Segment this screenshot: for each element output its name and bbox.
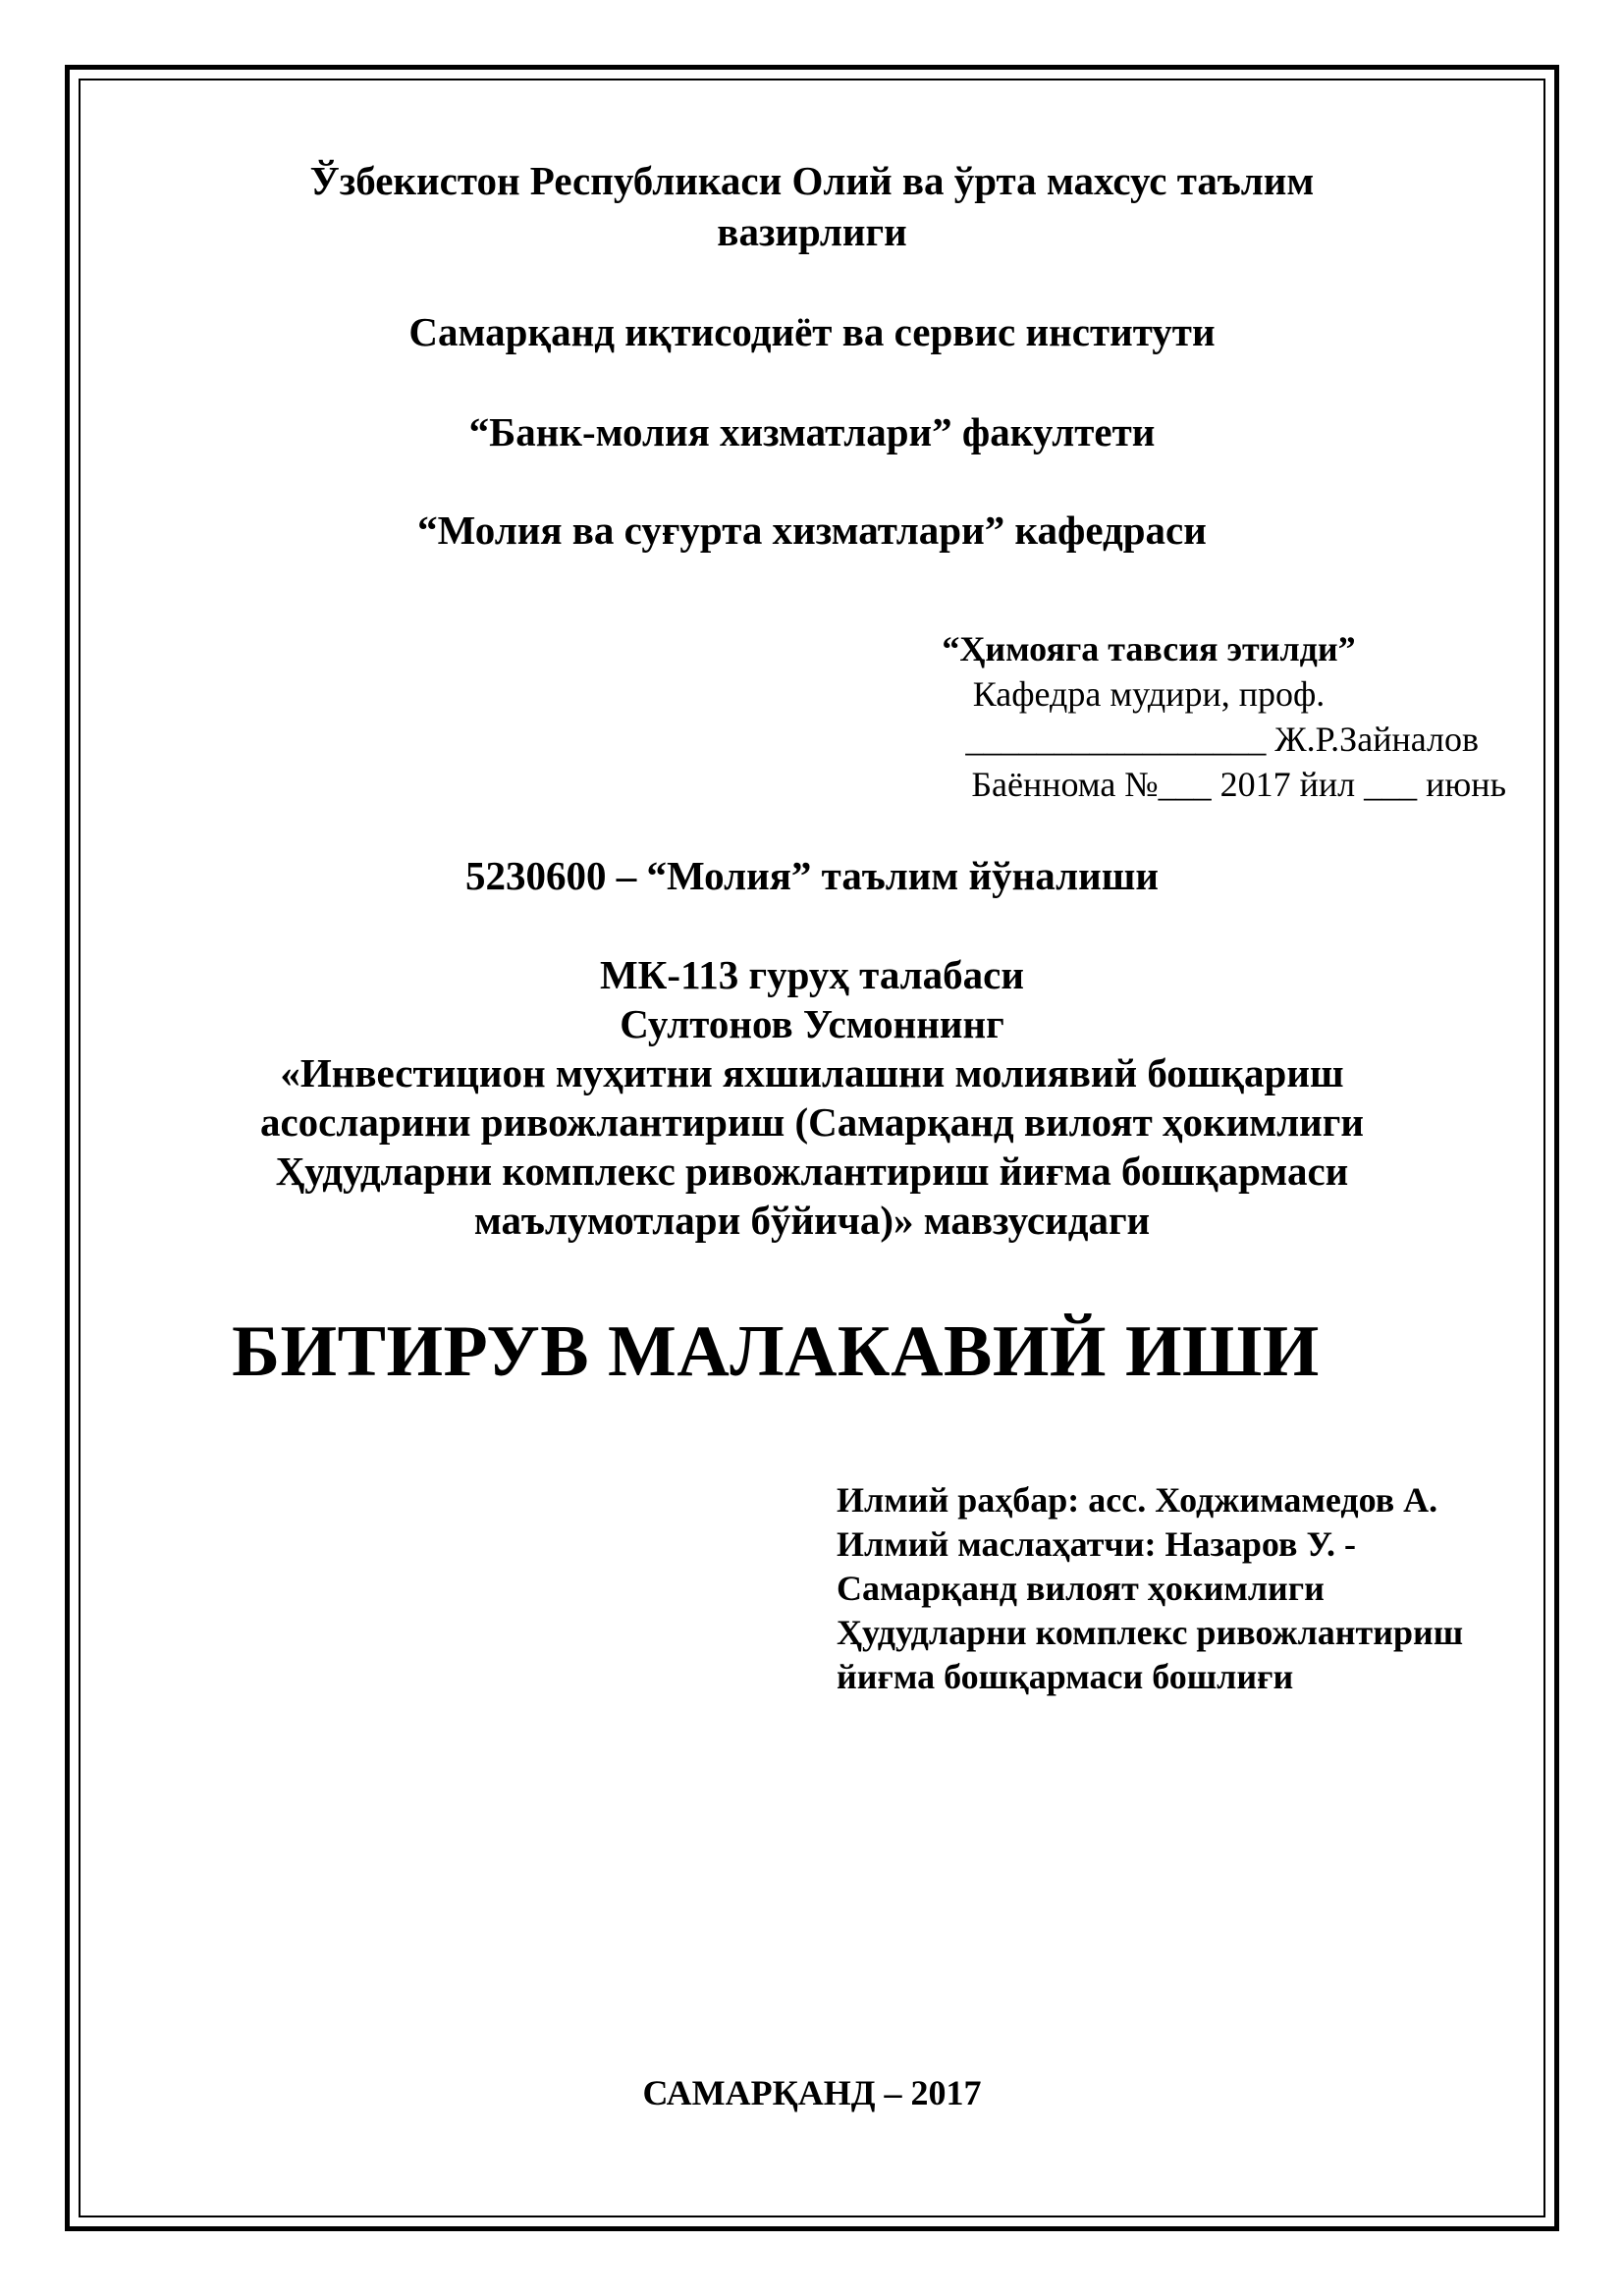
approval-signature-line: _________________ Ж.Р.Зайналов (965, 720, 1479, 759)
student-name: Султонов Усмоннинг (620, 1001, 1004, 1046)
topic-line-1: «Инвестицион муҳитни яхшилашни молиявий бошқариш (280, 1050, 1344, 1095)
approval-block (805, 626, 1506, 807)
ministry-line-1: Ўзбекистон Республикаси Олий ва ўрта махсус таълим (309, 158, 1315, 203)
approval-protocol: Баённома №___ 2017 йил ___ июнь (971, 765, 1506, 804)
study-direction: 5230600 – “Молия” таълим йўналиши (465, 853, 1159, 898)
student-group: МК-113 гуруҳ талабаси (599, 952, 1025, 997)
approval-role: Кафедра мудири, проф. (972, 674, 1326, 714)
supervisor-line-4: Ҳудудларни комплекс ривожлантириш (837, 1613, 1464, 1652)
department-name: “Молия ва суғурта хизматлари” кафедраси (417, 507, 1207, 553)
topic-line-2: асосларини ривожлантириш (Самарқанд вилоят ҳокимлиги (259, 1099, 1365, 1145)
supervisor-line-2: Илмий маслаҳатчи: Назаров У. - (837, 1524, 1357, 1564)
supervisor-line-3: Самарқанд вилоят ҳокимлиги (837, 1569, 1325, 1608)
institute-name: Самарқанд иқтисодиёт ва сервис институти (408, 309, 1216, 354)
ministry-line-2: вазирлиги (717, 209, 907, 254)
work-type-title: БИТИРУВ МАЛАКАВИЙ ИШИ (232, 1311, 1320, 1392)
topic-line-4: маълумотлари бўйича)» мавзусидаги (473, 1198, 1151, 1243)
approval-heading: “Ҳимояга тавсия этилди” (942, 629, 1356, 668)
supervisors-block (837, 1478, 1524, 1699)
faculty-name: “Банк-молия хизматлари” факултети (468, 409, 1156, 454)
topic-line-3: Ҳудудларни комплекс ривожлантириш йиғма бошқармаси (275, 1148, 1349, 1194)
supervisor-line-1: Илмий раҳбар: асс. Ходжимамедов А. (837, 1480, 1438, 1520)
ministry-heading (79, 155, 1545, 257)
city-year: САМАРҚАНД – 2017 (642, 2073, 982, 2112)
supervisor-line-5: йиғма бошқармаси бошлиғи (837, 1657, 1294, 1696)
student-block (79, 950, 1545, 1245)
